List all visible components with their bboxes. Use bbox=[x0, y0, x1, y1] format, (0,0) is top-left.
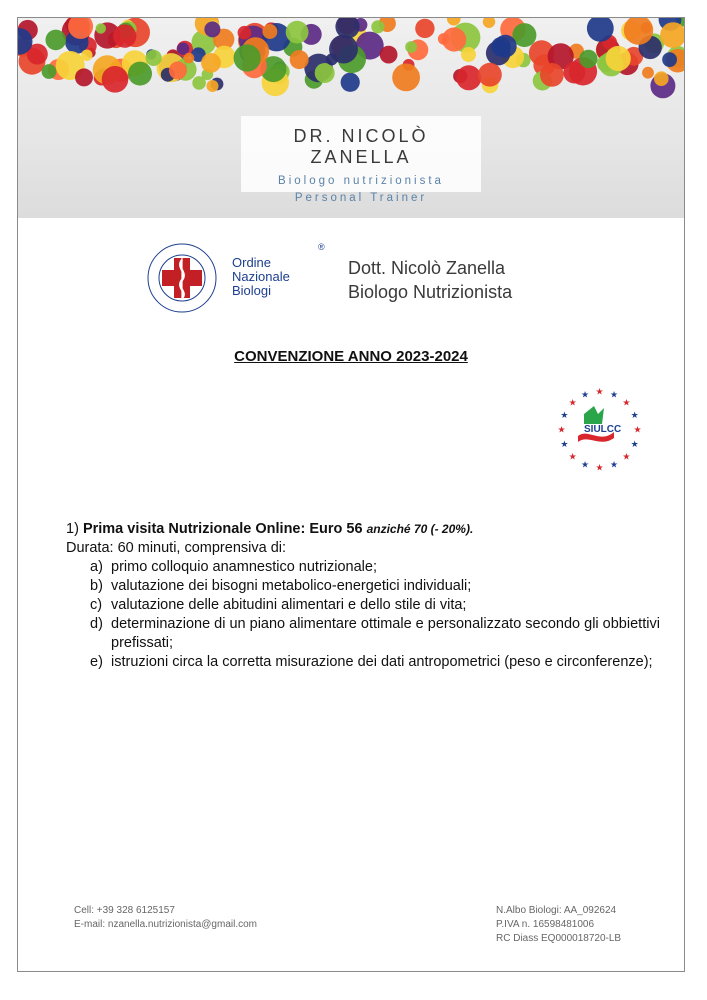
star-icon: ★ bbox=[633, 424, 642, 435]
star-icon: ★ bbox=[581, 459, 590, 470]
onb-logo bbox=[134, 242, 334, 314]
fruit-shape bbox=[606, 46, 631, 71]
offer-title: Prima visita Nutrizionale Online: Euro 56 bbox=[82, 521, 363, 537]
list-item: b) valutazione dei bisogni metabolico-energetici individuali; bbox=[90, 578, 472, 594]
onb-line-2: Nazionale bbox=[232, 269, 290, 284]
star-icon: ★ bbox=[622, 451, 631, 462]
fruit-shape bbox=[341, 73, 360, 92]
fruit-shape bbox=[315, 63, 335, 83]
fruit-shape bbox=[662, 52, 677, 67]
footer-albo: N.Albo Biologi: AA_092624 bbox=[496, 905, 617, 916]
star-icon: ★ bbox=[595, 386, 604, 397]
star-icon: ★ bbox=[610, 459, 619, 470]
star-icon: ★ bbox=[630, 439, 639, 449]
banner-role-1: Biologo nutrizionista bbox=[278, 175, 444, 187]
fruit-shape bbox=[286, 21, 309, 44]
offer-heading bbox=[66, 520, 666, 539]
fruit-shape bbox=[478, 63, 502, 87]
registered-mark: ® bbox=[318, 242, 325, 252]
fruit-shape bbox=[102, 66, 129, 93]
doctor-name: Dott. Nicolò Zanella bbox=[348, 258, 506, 278]
onb-wordmark bbox=[232, 256, 290, 298]
fruit-banner bbox=[18, 18, 684, 218]
fruit-shape bbox=[329, 35, 358, 64]
document-page bbox=[17, 17, 685, 972]
fruit-shape bbox=[75, 68, 93, 86]
fruit-shape bbox=[483, 18, 495, 28]
list-item: e) istruzioni circa la corretta misurazione dei dati antropometrici (peso e circonferenze); bbox=[90, 654, 653, 670]
fruit-shape bbox=[371, 20, 384, 33]
fruit-shape bbox=[192, 76, 206, 90]
onb-line-1: Ordine bbox=[232, 255, 272, 270]
fruit-shape bbox=[169, 61, 187, 79]
fruit-shape bbox=[234, 44, 261, 71]
fruit-shape bbox=[380, 46, 398, 64]
star-icon: ★ bbox=[581, 389, 590, 400]
banner-role-2: Personal Trainer bbox=[294, 192, 428, 204]
fruit-shape bbox=[146, 50, 162, 66]
list-item: d) determinazione di un piano alimentare ottimale e personalizzato secondo gli obbiettivi prefissati; bbox=[90, 616, 660, 651]
name-card bbox=[241, 116, 481, 204]
offer-duration: Durata: 60 minuti, comprensiva di: bbox=[66, 540, 287, 556]
star-icon: ★ bbox=[557, 424, 566, 435]
fruit-shape bbox=[113, 24, 136, 47]
fruit-shape bbox=[128, 62, 152, 86]
fruit-shape bbox=[184, 53, 195, 64]
fruit-shape bbox=[238, 26, 252, 40]
offer-number: 1) bbox=[66, 521, 79, 537]
doctor-title: Biologo Nutrizionista bbox=[348, 282, 513, 302]
fruit-shape bbox=[405, 41, 417, 53]
offer-discount: anziché 70 (- 20%). bbox=[366, 522, 474, 536]
fruit-shape bbox=[642, 67, 654, 79]
fruit-shape bbox=[290, 50, 309, 69]
footer-piva: P.IVA n. 16598481006 bbox=[496, 919, 595, 930]
onb-line-3: Biologi bbox=[232, 283, 272, 298]
fruit-shape bbox=[456, 65, 481, 90]
star-icon: ★ bbox=[595, 462, 604, 473]
fruit-shape bbox=[491, 37, 511, 57]
fruit-shape bbox=[204, 21, 220, 37]
fruit-shape bbox=[262, 24, 277, 39]
star-icon: ★ bbox=[568, 451, 577, 462]
footer-cell: Cell: +39 328 6125157 bbox=[74, 905, 175, 916]
fruit-shape bbox=[42, 64, 57, 79]
fruit-shape bbox=[201, 53, 221, 73]
banner-name: DR. NICOLÒ ZANELLA bbox=[293, 126, 429, 167]
list-item: a) primo colloquio anamnestico nutrizionale; bbox=[90, 559, 377, 575]
convention-title: CONVENZIONE ANNO 2023-2024 bbox=[234, 348, 468, 365]
fruit-shape bbox=[654, 71, 669, 86]
onb-seal-icon bbox=[134, 242, 230, 314]
fruit-shape bbox=[96, 23, 106, 33]
fruit-shape bbox=[461, 47, 476, 62]
footer-contacts bbox=[74, 904, 257, 932]
offer-section bbox=[66, 520, 666, 672]
footer-rc: RC Diass EQ000018720-LB bbox=[496, 933, 622, 944]
star-icon: ★ bbox=[560, 439, 569, 449]
offer-items bbox=[66, 558, 666, 672]
fruit-shape bbox=[579, 50, 597, 68]
fruit-shape bbox=[207, 80, 219, 92]
star-icon: ★ bbox=[630, 410, 639, 420]
star-icon: ★ bbox=[622, 397, 631, 408]
star-icon: ★ bbox=[560, 410, 569, 420]
star-icon: ★ bbox=[610, 389, 619, 400]
list-item: c) valutazione delle abitudini alimentari e dello stile di vita; bbox=[90, 597, 467, 613]
fruit-shape bbox=[392, 64, 420, 92]
siulcc-label: SIULCC bbox=[584, 424, 622, 435]
footer-email: E-mail: nzanella.nutrizionista@gmail.com bbox=[74, 919, 257, 930]
fruit-shape bbox=[442, 27, 466, 51]
star-icon: ★ bbox=[568, 397, 577, 408]
fruit-shape bbox=[46, 30, 67, 51]
footer-registry bbox=[496, 904, 621, 946]
siulcc-logo bbox=[554, 384, 644, 474]
doctor-signature-block bbox=[348, 256, 512, 304]
fruit-shape bbox=[415, 19, 434, 38]
fruit-shape bbox=[540, 63, 564, 87]
